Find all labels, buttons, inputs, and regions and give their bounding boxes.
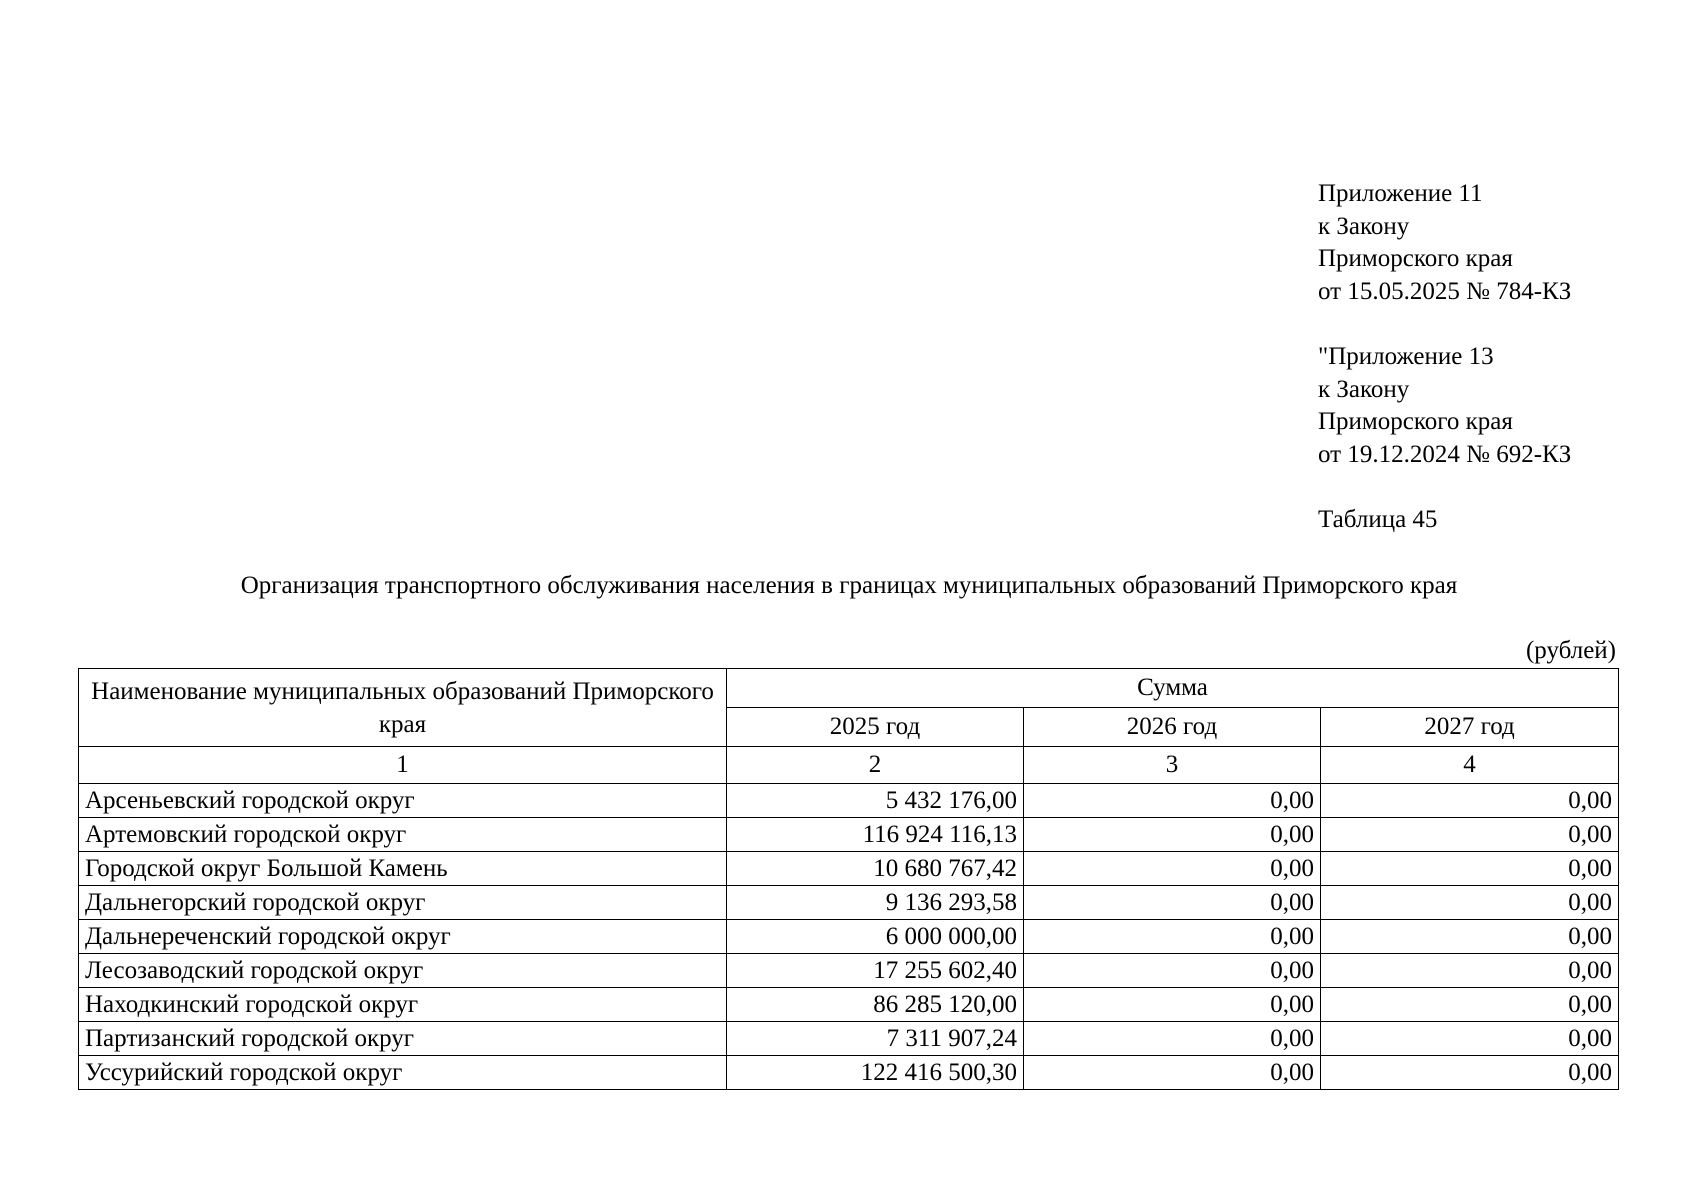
amount-2026-cell: 0,00 (1024, 954, 1321, 988)
appendix-line: от 15.05.2025 № 784-КЗ (1318, 277, 1572, 305)
amount-2026-cell: 0,00 (1024, 852, 1321, 886)
table-row (79, 920, 1619, 954)
unit-note: (рублей) (1525, 637, 1616, 664)
amount-2027-cell: 0,00 (1321, 1056, 1619, 1090)
municipality-name-cell: Дальнереченский городской округ (79, 920, 727, 954)
appendix-reference-block (1318, 178, 1571, 308)
table-row (79, 988, 1619, 1022)
municipality-name-cell: Арсеньевский городской округ (79, 784, 727, 818)
appendix-line: Приморского края (1318, 245, 1513, 272)
municipality-name-cell: Находкинский городской округ (79, 988, 727, 1022)
column-number: 2 (727, 747, 1024, 784)
amount-2026-cell: 0,00 (1024, 988, 1321, 1022)
amount-2026-cell: 0,00 (1024, 784, 1321, 818)
amount-2025-cell: 122 416 500,30 (727, 1056, 1024, 1090)
amount-2026-cell: 0,00 (1024, 920, 1321, 954)
document-title: Организация транспортного обслуживания населения в границах муниципальных образований Приморского края (240, 572, 1458, 599)
amount-2027-cell: 0,00 (1321, 852, 1619, 886)
table-label: Таблица 45 (1318, 506, 1438, 533)
header-year-2025: 2025 год (727, 708, 1024, 747)
header-name-cell: Наименование муниципальных образований Приморского края (79, 669, 727, 747)
table-row (79, 954, 1619, 988)
amount-2025-cell: 86 285 120,00 (727, 988, 1024, 1022)
table-row (79, 784, 1619, 818)
amount-2027-cell: 0,00 (1321, 784, 1619, 818)
amount-2025-cell: 7 311 907,24 (727, 1022, 1024, 1056)
amount-2027-cell: 0,00 (1321, 1022, 1619, 1056)
appendix-line: к Закону (1318, 212, 1410, 240)
amount-2025-cell: 17 255 602,40 (727, 954, 1024, 988)
appendix-line: "Приложение 13 (1318, 343, 1494, 370)
municipality-name-cell: Лесозаводский городской округ (79, 954, 727, 988)
header-year-2027: 2027 год (1321, 708, 1619, 747)
column-number: 4 (1321, 747, 1619, 784)
amount-2027-cell: 0,00 (1321, 954, 1619, 988)
table-row (79, 886, 1619, 920)
appendix-line: Приложение 11 (1318, 180, 1483, 207)
amount-2025-cell: 116 924 116,13 (727, 818, 1024, 852)
column-number: 1 (79, 747, 727, 784)
column-number: 3 (1024, 747, 1321, 784)
amount-2027-cell: 0,00 (1321, 920, 1619, 954)
municipality-name-cell: Артемовский городской округ (79, 818, 727, 852)
amount-2026-cell: 0,00 (1024, 1022, 1321, 1056)
municipality-name-cell: Городской округ Большой Камень (79, 852, 727, 886)
municipality-name-cell: Уссурийский городской округ (79, 1056, 727, 1090)
original-appendix-reference-block (1318, 341, 1571, 471)
amount-2025-cell: 6 000 000,00 (727, 920, 1024, 954)
table-row (79, 852, 1619, 886)
amount-2026-cell: 0,00 (1024, 1056, 1321, 1090)
amount-2025-cell: 5 432 176,00 (727, 784, 1024, 818)
table-row (79, 1056, 1619, 1090)
table-row (79, 818, 1619, 852)
header-sum-cell: Сумма (727, 669, 1619, 708)
header-year-2026: 2026 год (1024, 708, 1321, 747)
appendix-line: от 19.12.2024 № 692-КЗ (1318, 440, 1572, 468)
table-row (79, 1022, 1619, 1056)
amount-2026-cell: 0,00 (1024, 818, 1321, 852)
amount-2026-cell: 0,00 (1024, 886, 1321, 920)
amount-2027-cell: 0,00 (1321, 886, 1619, 920)
column-number-row (79, 747, 1619, 784)
municipality-name-cell: Дальнегорский городской округ (79, 886, 727, 920)
amount-2027-cell: 0,00 (1321, 988, 1619, 1022)
appendix-line: к Закону (1318, 375, 1410, 403)
municipality-name-cell: Партизанский городской округ (79, 1022, 727, 1056)
budget-table (78, 668, 1619, 1090)
table-header-row (79, 669, 1619, 708)
amount-2025-cell: 9 136 293,58 (727, 886, 1024, 920)
appendix-line: Приморского края (1318, 408, 1513, 435)
amount-2025-cell: 10 680 767,42 (727, 852, 1024, 886)
amount-2027-cell: 0,00 (1321, 818, 1619, 852)
